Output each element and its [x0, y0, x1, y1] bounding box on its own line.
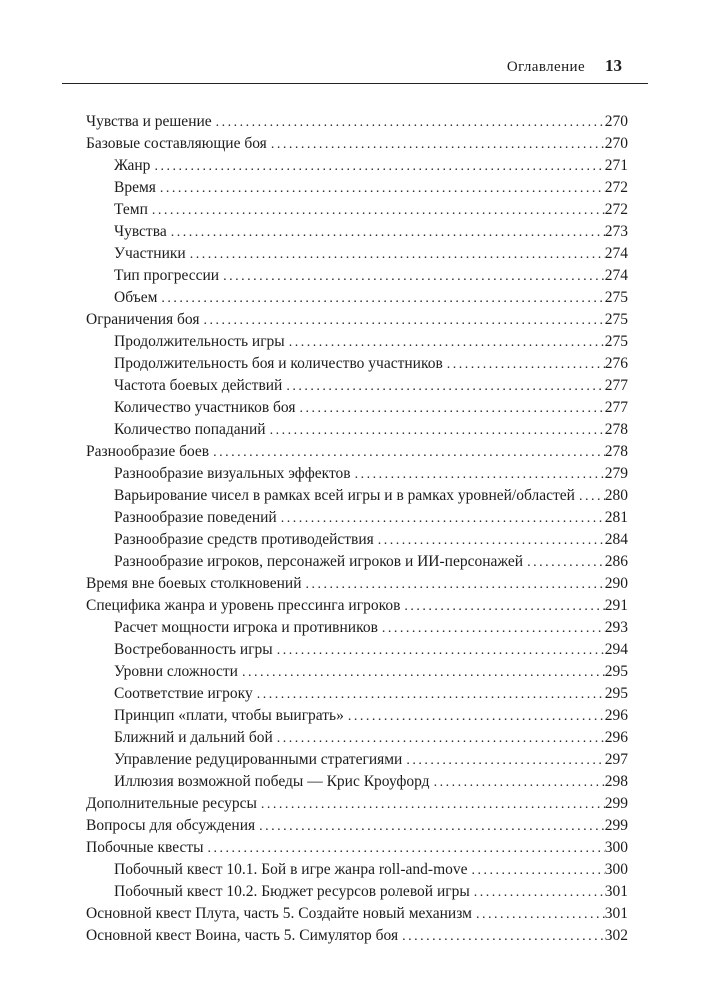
toc-entry: [86, 727, 628, 749]
toc-entry: [86, 419, 628, 441]
toc-entry: [86, 859, 628, 881]
toc-entry: [86, 111, 628, 133]
toc-entry: [86, 177, 628, 199]
toc-entry-label: Востребованность игры: [114, 641, 273, 658]
toc-entry: [86, 529, 628, 551]
dot-leader: [238, 661, 605, 683]
dot-leader: [351, 463, 605, 485]
dot-leader: [282, 375, 604, 397]
toc-entry-page: 290: [604, 575, 628, 592]
toc-entry-label: Принцип «плати, чтобы выиграть»: [114, 707, 344, 724]
toc-entry-label: Ближний и дальний бой: [114, 729, 273, 746]
toc-entry-label: Чувства и решение: [86, 113, 212, 130]
dot-leader: [200, 309, 605, 331]
dot-leader: [255, 815, 605, 837]
toc-entry-label: Уровни сложности: [114, 663, 238, 680]
toc-entry: [86, 705, 628, 727]
dot-leader: [267, 133, 605, 155]
toc-entry-label: Побочный квест 10.2. Бюджет ресурсов ролевой игры: [114, 883, 470, 900]
toc-entry-label: Продолжительность игры: [114, 333, 285, 350]
toc-entry-page: 301: [604, 905, 628, 922]
toc-entry: [86, 837, 628, 859]
toc-entry-page: 272: [604, 179, 628, 196]
dot-leader: [273, 639, 605, 661]
toc-entry-label: Продолжительность боя и количество участников: [114, 355, 443, 372]
dot-leader: [470, 881, 605, 903]
dot-leader: [378, 617, 605, 639]
dot-leader: [156, 177, 605, 199]
toc-entry: [86, 331, 628, 353]
dot-leader: [443, 353, 605, 375]
toc-entry-page: 286: [604, 553, 628, 570]
dot-leader: [157, 287, 604, 309]
dot-leader: [302, 573, 605, 595]
dot-leader: [344, 705, 605, 727]
toc-entry-page: 274: [604, 267, 628, 284]
toc-entry: [86, 573, 628, 595]
toc-entry-page: 276: [604, 355, 628, 372]
dot-leader: [273, 727, 605, 749]
toc-entry: [86, 595, 628, 617]
toc-entry: [86, 441, 628, 463]
toc-entry-label: Управление редуцированными стратегиями: [114, 751, 403, 768]
dot-leader: [402, 749, 604, 771]
toc-entry-page: 271: [604, 157, 628, 174]
toc-entry: [86, 903, 628, 925]
dot-leader: [575, 485, 605, 507]
dot-leader: [219, 265, 605, 287]
dot-leader: [398, 925, 605, 947]
running-head-title: Оглавление: [506, 59, 585, 75]
toc-entry-page: 275: [604, 289, 628, 306]
dot-leader: [400, 595, 604, 617]
toc-entry-label: Дополнительные ресурсы: [86, 795, 257, 812]
dot-leader: [523, 551, 605, 573]
toc-entry-label: Основной квест Воина, часть 5. Симулятор боя: [86, 927, 399, 944]
toc-entry-page: 291: [604, 597, 628, 614]
toc-entry-label: Базовые составляющие боя: [86, 135, 267, 152]
toc-entry-page: 275: [604, 333, 628, 350]
toc-entry-label: Побочные квесты: [86, 839, 204, 856]
toc-entry-page: 301: [604, 883, 628, 900]
dot-leader: [212, 111, 605, 133]
toc-entry-label: Ограничения боя: [86, 311, 200, 328]
toc-entry: [86, 661, 628, 683]
toc-entry-page: 270: [604, 135, 628, 152]
toc-entry-page: 277: [604, 399, 628, 416]
toc-entry: [86, 793, 628, 815]
toc-entry-page: 293: [604, 619, 628, 636]
toc-entry: [86, 551, 628, 573]
dot-leader: [296, 397, 605, 419]
toc-entry-page: 295: [604, 685, 628, 702]
dot-leader: [374, 529, 605, 551]
dot-leader: [186, 243, 605, 265]
toc-entry: [86, 639, 628, 661]
toc-entry-page: 272: [604, 201, 628, 218]
toc-entry-page: 297: [604, 751, 628, 768]
header-rule: [62, 83, 648, 84]
toc-entry-page: 274: [604, 245, 628, 262]
toc-list: [62, 111, 648, 947]
toc-entry-label: Объем: [114, 289, 158, 306]
toc-entry: [86, 287, 628, 309]
toc-entry-page: 299: [604, 795, 628, 812]
toc-entry-label: Вопросы для обсуждения: [86, 817, 256, 834]
toc-entry-page: 294: [604, 641, 628, 658]
toc-entry-label: Количество попаданий: [114, 421, 266, 438]
toc-entry: [86, 485, 628, 507]
toc-entry: [86, 617, 628, 639]
toc-entry: [86, 815, 628, 837]
toc-entry-label: Чувства: [114, 223, 167, 240]
toc-entry-page: 299: [604, 817, 628, 834]
toc-entry-label: Темп: [114, 201, 148, 218]
dot-leader: [148, 199, 605, 221]
toc-entry-label: Частота боевых действий: [114, 377, 283, 394]
toc-entry-label: Разнообразие поведений: [114, 509, 277, 526]
toc-entry-label: Жанр: [114, 157, 151, 174]
toc-entry: [86, 375, 628, 397]
toc-entry-page: 280: [604, 487, 628, 504]
toc-entry: [86, 199, 628, 221]
dot-leader: [285, 331, 605, 353]
toc-entry-label: Время: [114, 179, 156, 196]
toc-entry-label: Разнообразие боев: [86, 443, 210, 460]
toc-entry-label: Разнообразие визуальных эффектов: [114, 465, 351, 482]
toc-entry-label: Тип прогрессии: [114, 267, 220, 284]
toc-entry-page: 295: [604, 663, 628, 680]
toc-entry: [86, 463, 628, 485]
dot-leader: [468, 859, 605, 881]
toc-entry-page: 296: [604, 707, 628, 724]
toc-entry-label: Участники: [114, 245, 186, 262]
toc-entry: [86, 353, 628, 375]
toc-entry-label: Варьирование чисел в рамках всей игры и в рамках уровней/областей: [114, 487, 575, 504]
toc-entry-page: 277: [604, 377, 628, 394]
toc-entry: [86, 507, 628, 529]
toc-entry: [86, 265, 628, 287]
toc-entry-label: Иллюзия возможной победы — Крис Кроуфорд: [114, 773, 430, 790]
toc-entry: [86, 881, 628, 903]
running-head-page-number: 13: [605, 56, 622, 75]
toc-entry-page: 300: [604, 861, 628, 878]
dot-leader: [277, 507, 605, 529]
toc-entry-label: Разнообразие игроков, персонажей игроков и ИИ-персонажей: [114, 553, 524, 570]
dot-leader: [472, 903, 605, 925]
toc-entry-page: 284: [604, 531, 628, 548]
toc-entry-page: 279: [604, 465, 628, 482]
toc-entry-label: Расчет мощности игрока и противников: [114, 619, 378, 636]
dot-leader: [266, 419, 605, 441]
toc-entry: [86, 155, 628, 177]
toc-entry: [86, 133, 628, 155]
toc-entry-page: 296: [604, 729, 628, 746]
running-head: [62, 56, 648, 76]
toc-entry-page: 302: [604, 927, 628, 944]
toc-entry-label: Количество участников боя: [114, 399, 296, 416]
dot-leader: [257, 793, 605, 815]
dot-leader: [209, 441, 605, 463]
toc-entry-page: 273: [604, 223, 628, 240]
dot-leader: [167, 221, 605, 243]
toc-entry-label: Разнообразие средств противодействия: [114, 531, 374, 548]
toc-entry-label: Соответствие игроку: [114, 685, 253, 702]
toc-entry: [86, 221, 628, 243]
toc-entry-label: Побочный квест 10.1. Бой в игре жанра roll-and-move: [114, 861, 468, 878]
dot-leader: [204, 837, 605, 859]
toc-entry-page: 300: [604, 839, 628, 856]
toc-entry: [86, 397, 628, 419]
toc-entry: [86, 309, 628, 331]
toc-entry-page: 281: [604, 509, 628, 526]
toc-entry: [86, 925, 628, 947]
toc-entry: [86, 771, 628, 793]
toc-entry-page: 298: [604, 773, 628, 790]
dot-leader: [253, 683, 605, 705]
toc-entry-label: Основной квест Плута, часть 5. Создайте новый механизм: [86, 905, 472, 922]
toc-entry-page: 278: [604, 443, 628, 460]
dot-leader: [150, 155, 604, 177]
toc-entry-label: Специфика жанра и уровень прессинга игроков: [86, 597, 401, 614]
dot-leader: [430, 771, 605, 793]
toc-entry-page: 270: [604, 113, 628, 130]
toc-entry-page: 278: [604, 421, 628, 438]
toc-entry: [86, 243, 628, 265]
toc-entry-label: Время вне боевых столкновений: [86, 575, 302, 592]
toc-entry: [86, 683, 628, 705]
toc-entry: [86, 749, 628, 771]
toc-entry-page: 275: [604, 311, 628, 328]
